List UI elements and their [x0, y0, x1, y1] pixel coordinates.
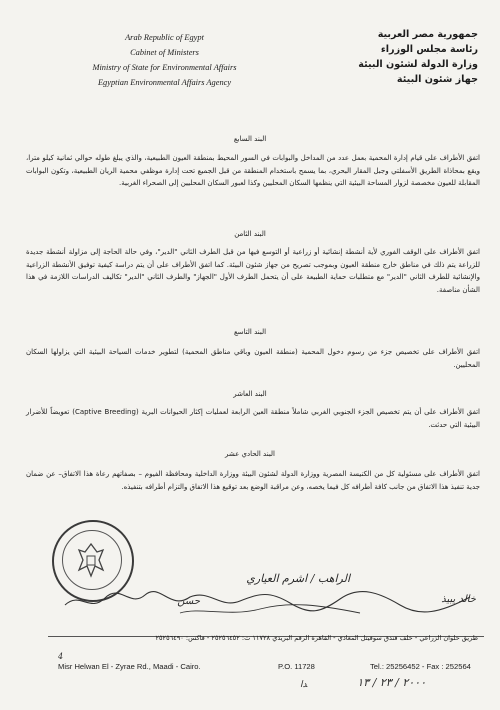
section-8-text: اتفق الأطراف على الوقف الفوري لأية أنشطة إنشائية أو زراعية أو التوسع فيها من قبل الطرف الثاني "الدير"، وفي حالة الحاجة إلى مزاولة أنشطة جديدة للزراعة يتم ذلك في مناطق خارج منطقة العيون وبموجب تصريح من جهاز شئون البيئة. كما اتفق الأطراف على أن يتم دراسة كيفية توفيق الأنشطة الزراعية والإنشائية للطرف الثاني "الدير" مع متطلبات حماية الطبيعة على أن يتحمل الطرف الأول "الجهاز" والطرف الثاني "الدير" تكاليف الدراسات اللازمة في هذا الشأن مناصفة.	[26, 248, 480, 294]
handwritten-initials: ﺪا	[300, 680, 308, 690]
section-7-title: البند السابع	[233, 135, 267, 143]
footer-address-english: Misr Helwan El - Zyrae Rd., Maadi - Cairo.	[58, 662, 201, 671]
section-7-text: اتفق الأطراف على قيام إدارة المحمية بعمل عدد من المداخل والبوابات في السور المحيط بمنطقة العيون الطبيعية، والذي يبلغ طوله حوالي ثمانية كيلو مترا، ويقع بمحاذاة الطريق الأسفلتي وجبل المقار البحري، بما يسمح باستخدام المنطقة من قبل الجميع تحت إدارة موظفي محمية الريان الطبيعية، وتكون البوابات المقابلة للعيون مخصصة لزوار المساحة البيئية التي ينظمها السكان المحليين وكذا لعبور السكان المحليين إلى الصحراء الغربية.	[26, 154, 480, 187]
handwritten-signature-2: خالد يبيذ	[441, 594, 476, 605]
letterhead-ar-agency: جهاز شئون البيئة	[396, 74, 478, 85]
footer-po-box: P.O. 11728	[278, 662, 315, 671]
letterhead-cabinet: Cabinet of Ministers	[130, 48, 199, 57]
section-11-title: البند الحادي عشر	[224, 450, 276, 458]
section-8-title: البند الثامن	[234, 230, 266, 238]
letterhead-ministry: Ministry of State for Environmental Affairs	[92, 63, 237, 72]
section-10-title: البند العاشر	[233, 390, 267, 398]
section-10-text: اتفق الأطراف على أن يتم تخصيص الجزء الجنوبي الغربي شاملاً منطقة العين الرابعة لعمليات إكثار الحيوانات البرية (Captive Breeding) تعويضاً للأضرار البيئية التي حدثت.	[26, 408, 481, 429]
section-11-text: اتفق الأطراف على مسئولية كل من الكنيسة المصرية ووزارة الدولة لشئون البيئة ووزارة الداخلية ومحافظة الفيوم – بصفاتهم رعاة هذا الاتفاق– عن ضمان جدية تنفيذ هذا الاتفاق من جانب كافة أطرافه كل فيما يخصه، وعن مراقبة الوضع بعد توقيع هذا الاتفاق والتزام أطرافه بتنفيذه.	[26, 470, 480, 491]
letterhead-country: Arab Republic of Egypt	[125, 33, 204, 42]
letterhead-ar-country: جمهورية مصر العربية	[377, 29, 478, 40]
section-9-text: اتفق الأطراف على تخصيص جزء من رسوم دخول المحمية (منطقة العيون وباقي مناطق المحمية) لتطوير خدمات السياحة البيئية التي يزاولها السكان المحليين.	[26, 348, 480, 369]
section-9-title: البند التاسع	[233, 328, 267, 336]
letterhead-agency: Egyptian Environmental Affairs Agency	[97, 78, 232, 87]
footer-contact: Tel.: 25256452 - Fax : 252564	[370, 662, 471, 671]
handwritten-signatures-scribble	[60, 583, 480, 623]
handwritten-signature-1: الراهب / اشرم العياري	[246, 572, 350, 585]
letterhead-ar-cabinet: رئاسة مجلس الوزراء	[380, 44, 478, 55]
handwritten-date: ٢٠٠٠ / ٢٣ / ١٣	[357, 676, 426, 689]
footer-address-arabic: طريق حلوان الزراعي - خلف فندق سوفيتل المعادي - القاهرة الرقم البريدي ١١٧٢٨ ت: ٢٥٢٥٦٤٥٢ - فاكس: ٢٥٢٥٦٤٩٠	[155, 634, 478, 642]
page-number: 4	[58, 652, 64, 661]
letterhead-arabic	[348, 27, 478, 87]
handwritten-signature-3: حسن	[177, 596, 200, 607]
letterhead-ar-ministry: وزارة الدولة لشئون البيئة	[358, 59, 478, 70]
letterhead-english	[52, 30, 277, 90]
